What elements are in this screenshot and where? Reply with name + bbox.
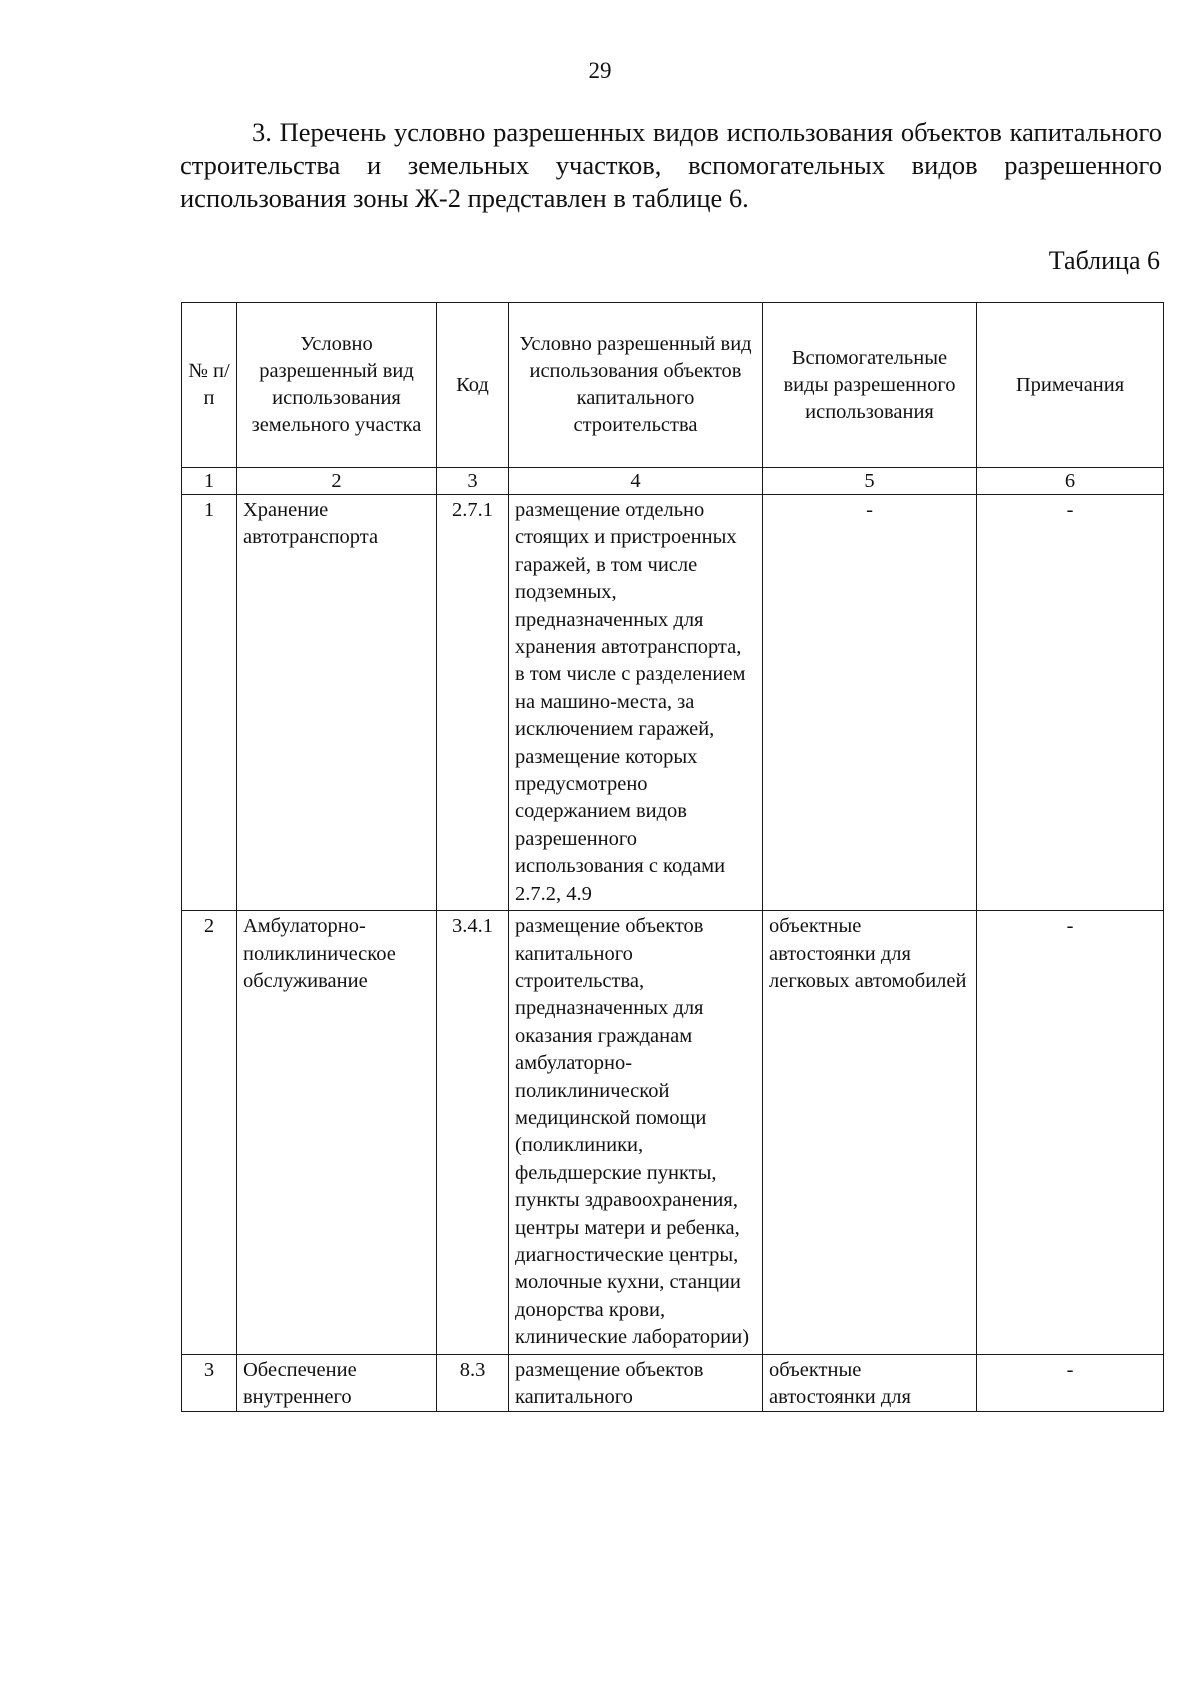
code-cell xyxy=(437,1354,509,1411)
auxiliary-cell: - xyxy=(763,495,977,911)
notes-cell xyxy=(977,1354,1164,1411)
code-cell: 2.7.1 xyxy=(437,495,509,911)
table-row xyxy=(182,495,1164,911)
land-use-text: Обеспечение внутреннего xyxy=(243,1358,357,1408)
auxiliary-text: объектные автостоянки для xyxy=(769,1358,911,1408)
row-number xyxy=(182,1354,237,1411)
column-number: 3 xyxy=(437,468,509,495)
column-number: 5 xyxy=(763,468,977,495)
header-land-use: Условно разрешенный вид использования земельного участка xyxy=(237,303,437,468)
land-use-cell: Хранение автотранспорта xyxy=(237,495,437,911)
table-row xyxy=(182,911,1164,1355)
capital-use-cell: размещение объектов капитального строительства, предназначенных для оказания гражданам амбулаторно-поликлинической медицинской помощи (поликлиники, фельдшерские пункты, пункты здравоохранения, центры матери и ребенка, диагностические центры, молочные кухни, станции донорства крови, клинические лаборатории) xyxy=(509,911,763,1355)
page-number: 29 xyxy=(588,58,612,83)
capital-use-cell xyxy=(509,1354,763,1411)
table-header-row xyxy=(182,303,1164,468)
land-use-cell xyxy=(237,1354,437,1411)
header-notes: Примечания xyxy=(977,303,1164,468)
land-use-cell: Амбулаторно-поликлиническое обслуживание xyxy=(237,911,437,1355)
land-use-table xyxy=(181,302,1164,1412)
auxiliary-cell xyxy=(763,1354,977,1411)
header-number: № п/п xyxy=(182,303,237,468)
table-row xyxy=(182,1354,1164,1411)
notes-cell: - xyxy=(977,911,1164,1355)
notes-text: - xyxy=(1066,1358,1074,1381)
column-number: 2 xyxy=(237,468,437,495)
capital-use-cell: размещение отдельно стоящих и пристроенных гаражей, в том числе подземных, предназначенных для хранения автотранспорта, в том числе с разделением на машино-места, за исключением гаражей, размещение которых предусмотрено содержанием видов разрешенного использования с кодами 2.7.2, 4.9 xyxy=(509,495,763,911)
column-number-row xyxy=(182,468,1164,495)
header-code: Код xyxy=(437,303,509,468)
row-number: 1 xyxy=(182,495,237,911)
code-cell: 3.4.1 xyxy=(437,911,509,1355)
notes-cell: - xyxy=(977,495,1164,911)
row-number: 2 xyxy=(182,911,237,1355)
auxiliary-cell: объектные автостоянки для легковых автомобилей xyxy=(763,911,977,1355)
header-auxiliary: Вспомогательные виды разрешенного использования xyxy=(763,303,977,468)
column-number: 6 xyxy=(977,468,1164,495)
code-text: 8.3 xyxy=(459,1358,486,1381)
column-number: 1 xyxy=(182,468,237,495)
column-number: 4 xyxy=(509,468,763,495)
intro-paragraph: 3. Перечень условно разрешенных видов использования объектов капитального строительства и земельных участков, вспомогательных видов разрешенного использования зоны Ж-2 представлен в таблице 6. xyxy=(180,117,1162,213)
header-capital-use: Условно разрешенный вид использования объектов капитального строительства xyxy=(509,303,763,468)
table-caption: Таблица 6 xyxy=(1048,246,1160,275)
row-number-text: 3 xyxy=(203,1358,215,1381)
capital-use-text: размещение объектов капитального xyxy=(515,1358,704,1408)
